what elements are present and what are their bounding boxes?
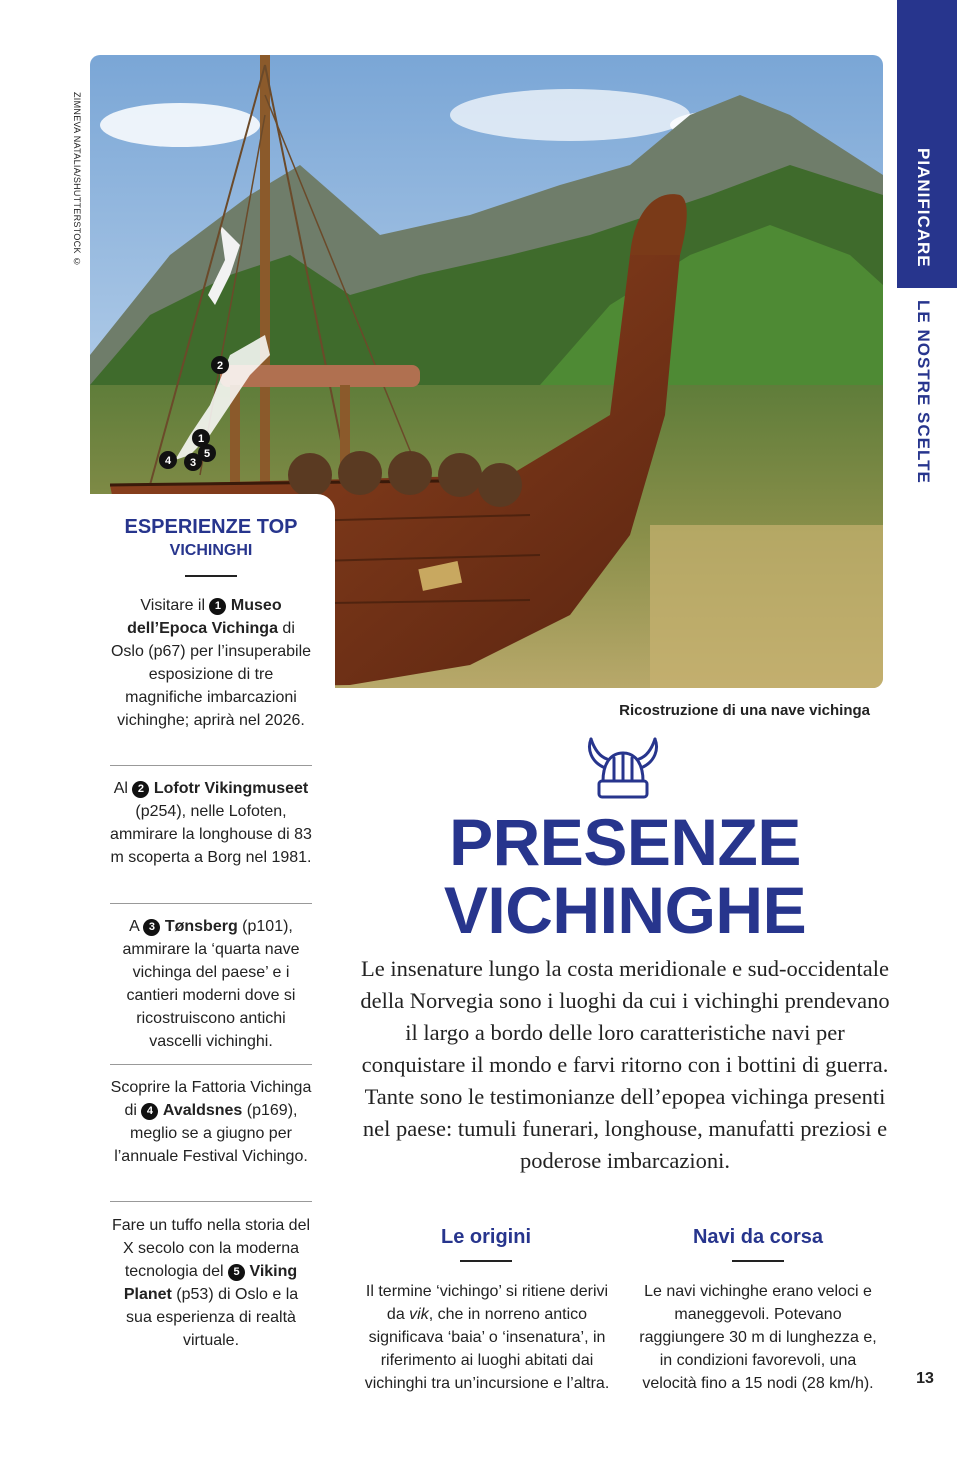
place-name: Lofotr Vikingmuseet — [153, 780, 309, 797]
ships-rule — [732, 1260, 784, 1262]
ships-heading: Navi da corsa — [692, 1226, 824, 1248]
divider — [110, 1064, 312, 1065]
photo-credit: ZIMNEVA NATALIA/SHUTTERSTOCK © — [72, 92, 82, 267]
ships-text: Le navi vichinghe erano veloci e maneggevoli. Potevano raggiungere 30 m di lunghezza e, in condizioni favorevoli, una velocità fino a 15 nodi (28 km/h). — [639, 1283, 877, 1392]
origins-heading: Le origini — [441, 1226, 531, 1248]
number-badge: 2 — [132, 781, 149, 798]
map-marker-5: 5 — [203, 448, 211, 460]
box-title-main: ESPERIENZE TOP — [124, 516, 298, 538]
divider — [110, 903, 312, 904]
map-marker-3: 3 — [189, 457, 197, 469]
map-marker-1: 1 — [197, 433, 205, 445]
number-badge: 5 — [228, 1264, 245, 1281]
origins-text: Il termine ‘vichingo’ si ritiene derivi da vik, che in norreno antico significava ‘baia’ o ‘insenatura’, in riferimento ai luoghi abitati dai vichinghi tra un’incursione e l’altra. — [364, 1283, 610, 1392]
experience-item-3: A 3 Tønsberg (p101), ammirare la ‘quarta nave vichinga del paese’ e i cantieri moderni dove si ricostruiscono antichi vascelli vichinghi. — [122, 918, 300, 1050]
term-vik: vik — [409, 1306, 429, 1323]
viking-helmet-icon — [583, 733, 663, 803]
experience-item-1: Visitare il 1 Museo dell’Epoca Vichinga di Oslo (p67) per l’insuperabile esposizione di tre magnifiche imbarcazioni vichinghe; aprirà nel 2026. — [110, 597, 312, 729]
experience-item-4: Scoprire la Fattoria Vichinga di 4 Avaldsnes (p169), meglio se a giugno per l’annuale Festival Vichingo. — [110, 1079, 312, 1165]
divider — [110, 1201, 312, 1202]
map-marker-2: 2 — [216, 360, 224, 372]
intro-paragraph: Le insenature lungo la costa meridionale e sud-occidentale della Norvegia sono i luoghi da cui i vichinghi prendevano il largo a bordo delle loro caratteristiche navi per conquistare il mondo e farvi ritorno con i bottini di guerra. Tante sono le testimonianze dell’epopea vichinga presenti nel paese: tumuli funerari, longhouse, manufatti preziosi e poderose imbarcazioni. — [360, 956, 890, 1173]
place-name: Avaldsnes — [162, 1102, 243, 1119]
box-title-sub: VICHINGHI — [169, 542, 253, 559]
place-name: Tønsberg — [164, 918, 238, 935]
box-title — [90, 514, 332, 562]
page-number: 13 — [916, 1370, 934, 1387]
experience-item-2: Al 2 Lofotr Vikingmuseet (p254), nelle Lofoten, ammirare la longhouse di 83 m scoperta a Borg nel 1981. — [110, 780, 312, 866]
subsection-label: LE NOSTRE SCELTE — [914, 300, 933, 484]
number-badge: 1 — [209, 598, 226, 615]
box-title-rule — [185, 575, 237, 577]
origins-rule — [460, 1260, 512, 1262]
section-label: PIANIFICARE — [914, 148, 933, 268]
map-marker-4: 4 — [164, 455, 172, 467]
place-name: Viking Planet — [123, 1263, 298, 1303]
experience-item-5: Fare un tuffo nella storia del X secolo con la moderna tecnologia del 5 Viking Planet (p53) di Oslo e la sua esperienza di realtà virtuale. — [111, 1217, 311, 1349]
divider — [110, 765, 312, 766]
page-title — [420, 805, 830, 947]
place-name: Museo dell’Epoca Vichinga — [127, 597, 282, 637]
number-badge: 3 — [143, 919, 160, 936]
photo-caption: Ricostruzione di una nave vichinga — [619, 702, 870, 719]
page-title-line-1: PRESENZE — [449, 805, 801, 879]
page-title-line-2: VICHINGHE — [443, 873, 807, 947]
number-badge: 4 — [141, 1103, 158, 1120]
